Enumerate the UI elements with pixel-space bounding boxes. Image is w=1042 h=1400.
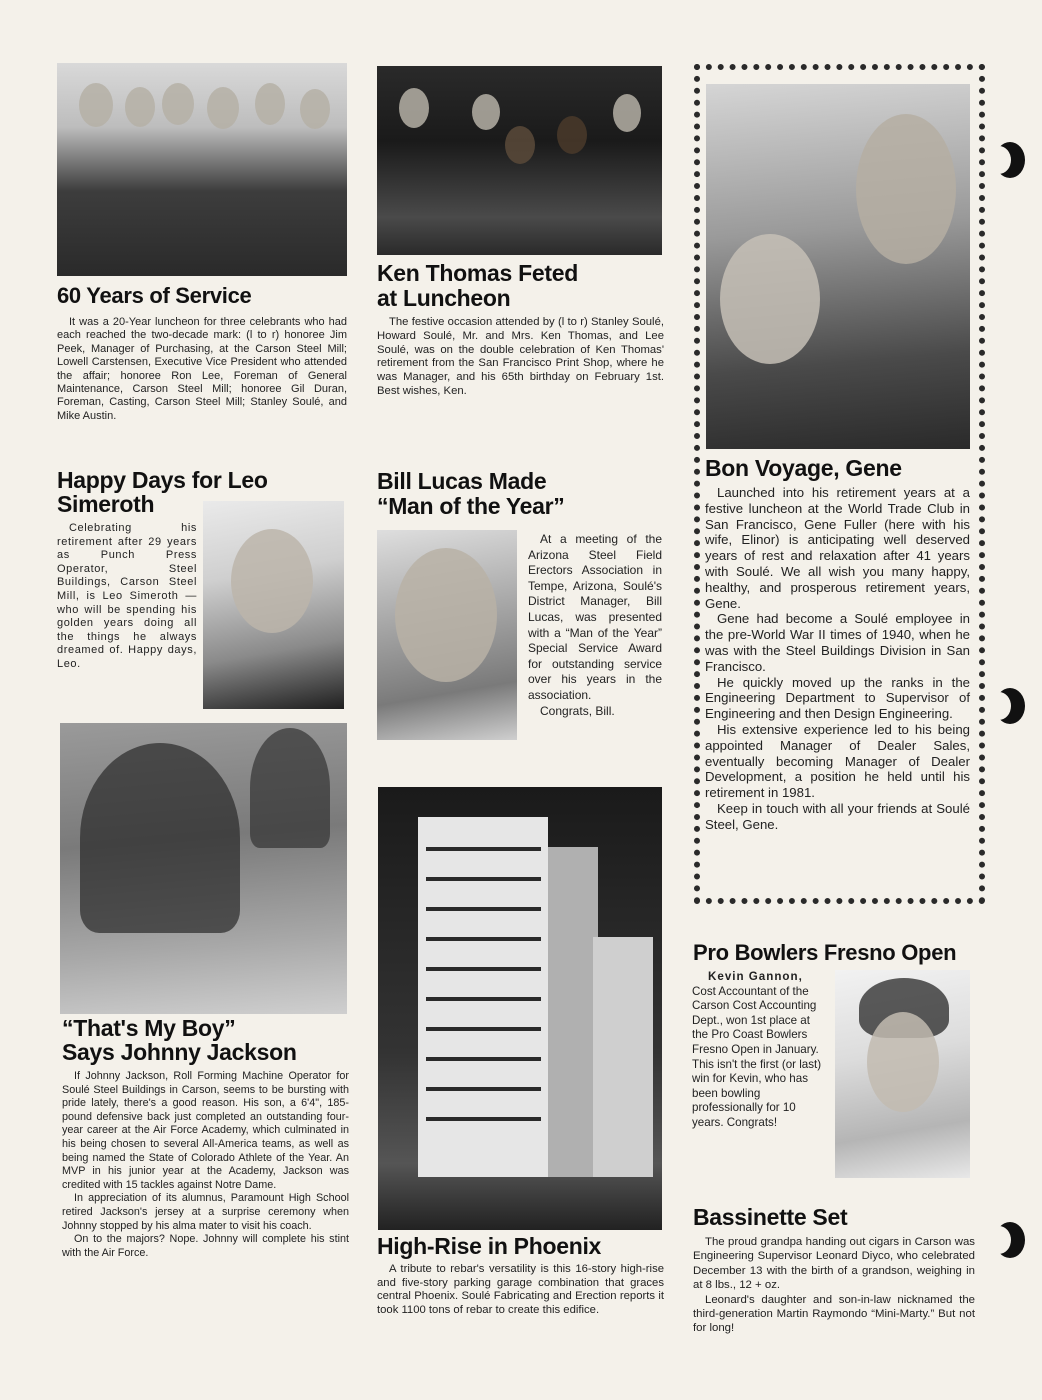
photo-phoenix-high-rise bbox=[378, 787, 662, 1230]
headline-bill-line2: “Man of the Year” bbox=[377, 493, 565, 519]
headline-bassinette: Bassinette Set bbox=[693, 1204, 848, 1230]
headline-johnny-line1: “That's My Boy” bbox=[62, 1015, 236, 1041]
body-bassinette: The proud grandpa handing out cigars in Carson was Engineering Supervisor Leonard Diyco, who celebrated December 13 with the birth of a grandson, weighing in at 8 lbs., 12 + oz. Leonard's daughter and son-in-law nicknamed the third-generation Martin Raymondo “Mini-Marty.” But not for long! bbox=[693, 1236, 975, 1335]
body-leo: Celebrating his retirement after 29 years as Punch Press Operator, Steel Buildings, Carson Steel Mill, is Leo Simeroth — who will be spending his golden years doing all the things he always dreamed of. Happy days, Leo. bbox=[57, 522, 197, 670]
photo-ken-thomas-group bbox=[377, 66, 662, 255]
headline-ken-line1: Ken Thomas Feted bbox=[377, 260, 578, 286]
photo-leo-simeroth bbox=[203, 501, 344, 709]
headline-gene: Bon Voyage, Gene bbox=[705, 455, 902, 481]
headline-sixty-years: 60 Years of Service bbox=[57, 283, 252, 308]
headline-johnny-line2: Says Johnny Jackson bbox=[62, 1039, 297, 1065]
body-gene: Launched into his retirement years at a festive luncheon at the World Trade Club in San Francisco, Gene Fuller (here with his wife, Elinor) is anticipating well deserved years of rest and relaxation after 41 years with Soulé. We all wish you many happy, healthy, and prosperous retirement years, Gene. Gene had become a Soulé employee in the pre-World War II times of 1940, when he was with the Steel Buildings Division in San Francisco. He quickly moved up the ranks in the Engineering Department to Supervisor of Engineering and then Design Engineering. His extensive experience led to his being appointed Manager of Dealer Sales, eventually becoming Manager of Dealer Development, a position he held until his retirement in 1981. Keep in touch with all your friends at Soulé Steel, Gene. bbox=[705, 485, 970, 832]
body-phoenix: A tribute to rebar's versatility is this 16-story high-rise and five-story parking garage combination that graces central Phoenix. Soulé Fabricating and Erection reports it took 1100 tons of rebar to create this edifice. bbox=[377, 1263, 664, 1316]
body-bowlers bbox=[692, 970, 827, 1131]
bowlers-text: Cost Accountant of the Carson Cost Accounting Dept., won 1st place at the Pro Coast Bowlers Fresno Open in January. This isn't the first (or last) win for Kevin, who has been bowling professionally for 10 years. Congrats! bbox=[692, 984, 822, 1129]
photo-johnny-jackson-son bbox=[60, 723, 347, 1014]
headline-bowlers: Pro Bowlers Fresno Open bbox=[693, 940, 957, 965]
headline-leo-line2: Simeroth bbox=[57, 491, 155, 517]
bowlers-lead-name: Kevin Gannon, bbox=[708, 970, 803, 983]
headline-ken-line2: at Luncheon bbox=[377, 285, 511, 311]
photo-gene-elinor-fuller bbox=[706, 84, 970, 449]
body-ken: The festive occasion attended by (l to r) Stanley Soulé, Howard Soulé, Mr. and Mrs. Ken Thomas, and Lee Soulé, was on the double celebration of Ken Thomas' retirement from the San Francisco Print Shop, where he was Manager, and his 65th birthday on February 1st. Best wishes, Ken. bbox=[377, 316, 664, 397]
body-bill: At a meeting of the Arizona Steel Field Erectors Association in Tempe, Arizona, Soulé's District Manager, Bill Lucas, was presented with a “Man of the Year” Special Service Award for outstanding service over his years in the association. Congrats, Bill. bbox=[528, 532, 662, 718]
headline-phoenix: High-Rise in Phoenix bbox=[377, 1233, 602, 1259]
photo-sixty-years-group bbox=[57, 63, 347, 276]
binder-hole-bottom bbox=[995, 1222, 1025, 1258]
headline-bill-line1: Bill Lucas Made bbox=[377, 468, 547, 494]
headline-leo-line1: Happy Days for Leo bbox=[57, 467, 268, 493]
photo-kevin-gannon bbox=[835, 970, 970, 1178]
binder-hole-middle bbox=[995, 688, 1025, 724]
photo-bill-lucas bbox=[377, 530, 517, 740]
binder-hole-top bbox=[995, 142, 1025, 178]
body-johnny: If Johnny Jackson, Roll Forming Machine Operator for Soulé Steel Buildings in Carson, seems to be bursting with pride lately, there's a good reason. His son, a 6'4", 185-pound defensive back just completed an outstanding four-year career at the Air Force Academy, which culminated in his being chosen to several All-America teams, as well as being named the State of Colorado Athlete of the Year. An MVP in his junior year at the Academy, Jackson was credited with 15 tackles against Notre Dame. In appreciation of its alumnus, Paramount High School retired Jackson's jersey at a surprise ceremony when Johnny stopped by his alma mater to visit his coach. On to the majors? Nope. Johnny will complete his stint with the Air Force. bbox=[62, 1070, 349, 1259]
body-sixty-years: It was a 20-Year luncheon for three celebrants who had each reached the two-decade mark: (l to r) honoree Jim Peek, Manager of Purchasing, at the Carson Steel Mill; Lowell Carstensen, Executive Vice President who attended the affair; honoree Ron Lee, Foreman of General Maintenance, Carson Steel Mill; honoree Gil Duran, Foreman, Casting, Carson Steel Mill; Stanley Soulé, and Mike Austin. bbox=[57, 316, 347, 422]
